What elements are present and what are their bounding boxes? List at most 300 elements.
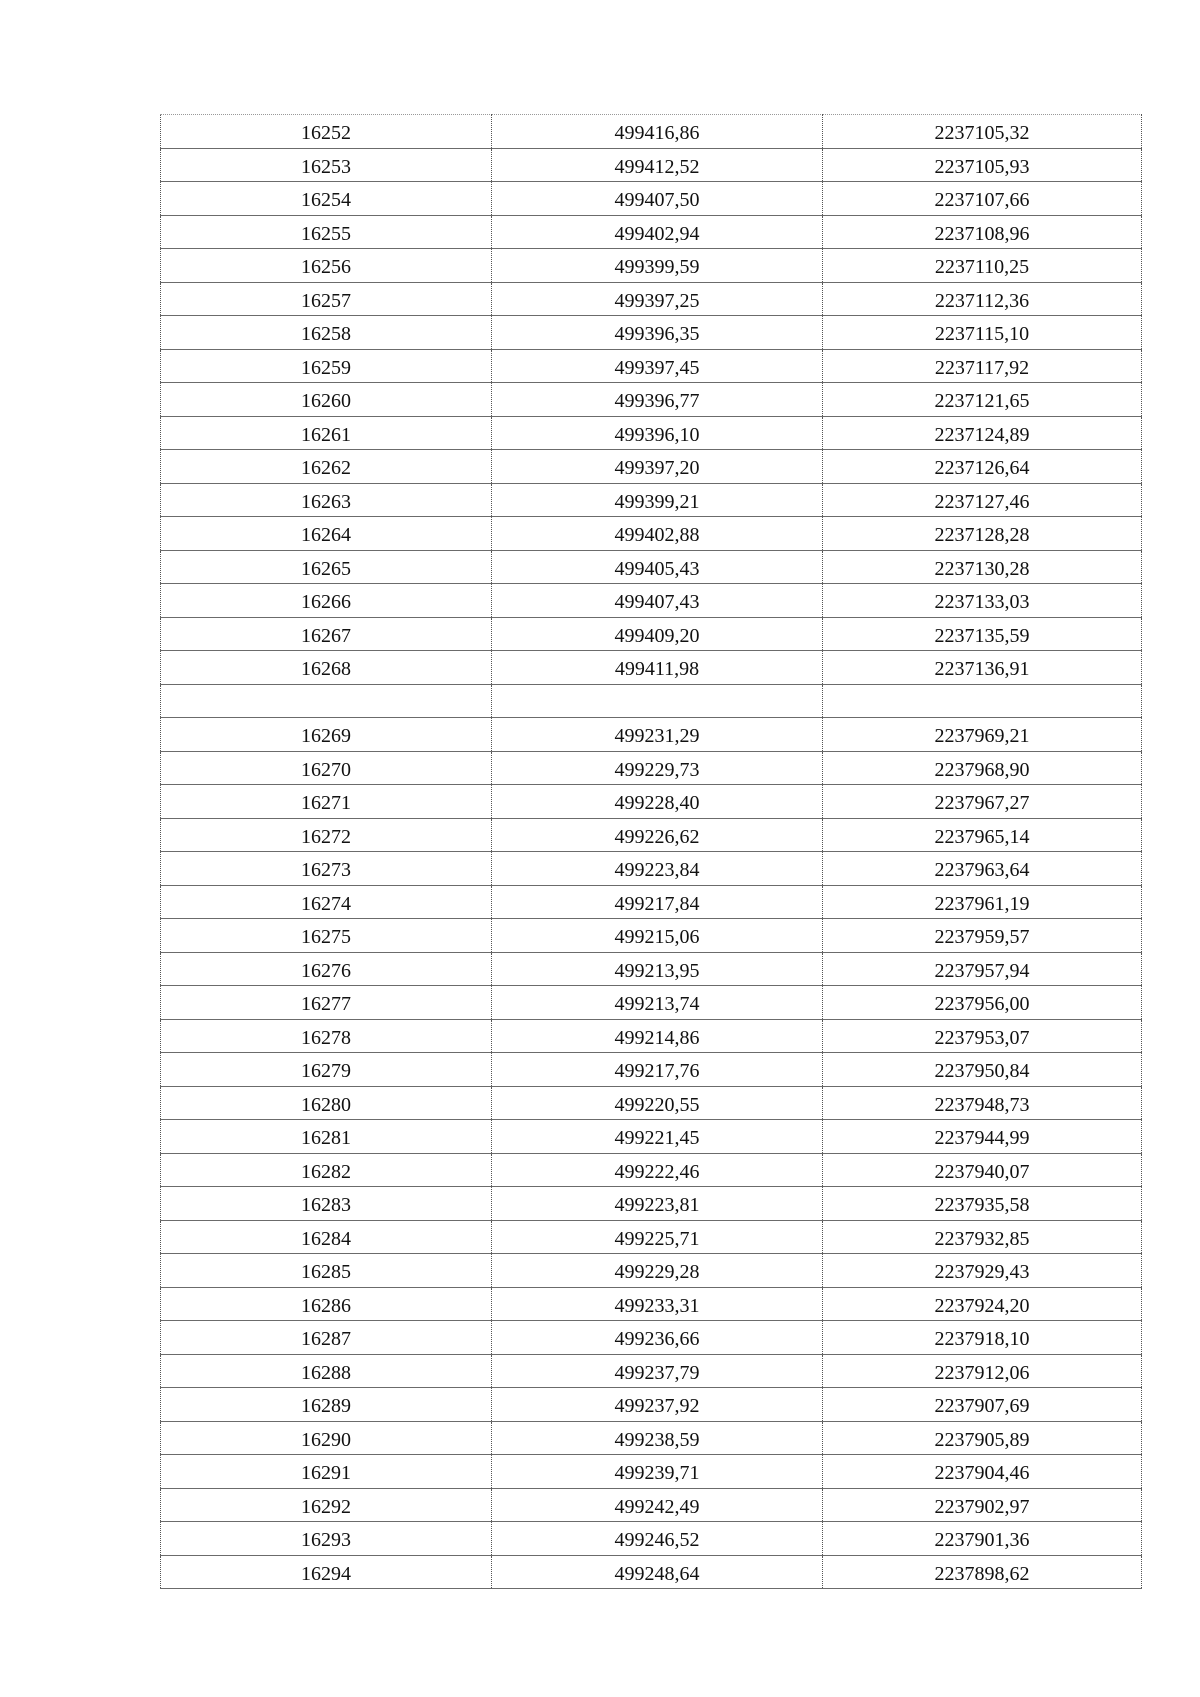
x-coordinate-cell (492, 617, 823, 651)
point-number-cell (161, 1053, 492, 1087)
point-number-cell (161, 550, 492, 584)
y-coordinate-cell (823, 1388, 1142, 1422)
cell-text: 2237905,89 (934, 1428, 1030, 1451)
cell-text: 16286 (301, 1294, 351, 1317)
cell-text: 2237932,85 (934, 1227, 1030, 1250)
table-row (161, 1187, 1142, 1221)
point-number-cell (161, 785, 492, 819)
cell-text: 499236,66 (614, 1328, 700, 1351)
x-coordinate-cell (492, 1354, 823, 1388)
table-row (161, 1522, 1142, 1556)
y-coordinate-cell (823, 215, 1142, 249)
cell-text: 499397,25 (614, 289, 700, 312)
y-coordinate-cell (823, 718, 1142, 752)
cell-text: 499402,88 (614, 524, 700, 547)
y-coordinate-cell (823, 919, 1142, 953)
point-number-cell (161, 182, 492, 216)
cell-text: 16280 (301, 1093, 351, 1116)
cell-text: 2237967,27 (934, 792, 1030, 815)
cell-text: 499213,95 (614, 959, 700, 982)
cell-text: 499223,84 (614, 859, 700, 882)
cell-text: 16281 (301, 1127, 351, 1150)
table-row (161, 1354, 1142, 1388)
cell-text: 16294 (301, 1562, 351, 1585)
cell-text: 2237136,91 (934, 658, 1030, 681)
x-coordinate-cell (492, 1488, 823, 1522)
y-coordinate-cell (823, 1120, 1142, 1154)
coordinates-table-body (161, 115, 1142, 1589)
y-coordinate-cell (823, 785, 1142, 819)
point-number-cell (161, 1321, 492, 1355)
x-coordinate-cell (492, 651, 823, 685)
cell-text: 2237115,10 (934, 323, 1030, 346)
y-coordinate-cell (823, 617, 1142, 651)
cell-text: 499397,45 (614, 356, 700, 379)
cell-text: 499215,06 (614, 926, 700, 949)
table-row (161, 1555, 1142, 1589)
table-row (161, 986, 1142, 1020)
y-coordinate-cell (823, 383, 1142, 417)
table-row (161, 852, 1142, 886)
y-coordinate-cell (823, 986, 1142, 1020)
cell-text: 2237907,69 (934, 1395, 1030, 1418)
point-number-cell (161, 1153, 492, 1187)
cell-text: 499228,40 (614, 792, 700, 815)
x-coordinate-cell (492, 986, 823, 1020)
cell-text: 16270 (301, 758, 351, 781)
point-number-cell (161, 249, 492, 283)
cell-text: 499405,43 (614, 557, 700, 580)
cell-text: 16262 (301, 457, 351, 480)
cell-text: 16256 (301, 256, 351, 279)
cell-text: 16273 (301, 859, 351, 882)
cell-text: 16260 (301, 390, 351, 413)
y-coordinate-cell (823, 1455, 1142, 1489)
cell-text: 2237965,14 (934, 825, 1030, 848)
point-number-cell (161, 852, 492, 886)
cell-text: 16254 (301, 189, 351, 212)
point-number-cell (161, 718, 492, 752)
table-row-separator (161, 684, 1142, 718)
cell-text: 16291 (301, 1462, 351, 1485)
x-coordinate-cell (492, 1321, 823, 1355)
cell-text: 16293 (301, 1529, 351, 1552)
y-coordinate-cell (823, 1053, 1142, 1087)
cell-text: 16282 (301, 1160, 351, 1183)
point-number-cell (161, 148, 492, 182)
cell-text: 2237105,93 (934, 155, 1030, 178)
y-coordinate-cell (823, 1421, 1142, 1455)
table-row (161, 885, 1142, 919)
x-coordinate-cell (492, 1120, 823, 1154)
table-row (161, 416, 1142, 450)
point-number-cell (161, 1488, 492, 1522)
y-coordinate-cell (823, 1321, 1142, 1355)
x-coordinate-cell (492, 1019, 823, 1053)
y-coordinate-cell (823, 148, 1142, 182)
y-coordinate-cell (823, 550, 1142, 584)
y-coordinate-cell (823, 885, 1142, 919)
cell-text: 499407,43 (614, 591, 700, 614)
cell-text: 16274 (301, 892, 351, 915)
point-number-cell (161, 818, 492, 852)
cell-text: 16275 (301, 926, 351, 949)
table-row (161, 316, 1142, 350)
table-row (161, 651, 1142, 685)
cell-text: 16265 (301, 557, 351, 580)
cell-text: 2237127,46 (934, 490, 1030, 513)
y-coordinate-cell (823, 249, 1142, 283)
y-coordinate-cell (823, 751, 1142, 785)
cell-text: 2237918,10 (934, 1328, 1030, 1351)
cell-text: 2237135,59 (934, 624, 1030, 647)
cell-text: 499248,64 (614, 1562, 700, 1585)
y-coordinate-cell (823, 282, 1142, 316)
point-number-cell (161, 517, 492, 551)
table-row (161, 1019, 1142, 1053)
cell-text: 499416,86 (614, 122, 700, 145)
cell-text: 499242,49 (614, 1495, 700, 1518)
cell-text: 499237,79 (614, 1361, 700, 1384)
x-coordinate-cell (492, 1254, 823, 1288)
cell-text: 2237902,97 (934, 1495, 1030, 1518)
cell-text: 16267 (301, 624, 351, 647)
cell-text: 499397,20 (614, 457, 700, 480)
table-row (161, 952, 1142, 986)
point-number-cell (161, 986, 492, 1020)
point-number-cell (161, 885, 492, 919)
table-row (161, 1455, 1142, 1489)
cell-text: 16292 (301, 1495, 351, 1518)
cell-text: 16287 (301, 1328, 351, 1351)
cell-text: 16266 (301, 591, 351, 614)
cell-text: 499214,86 (614, 1026, 700, 1049)
cell-text: 2237969,21 (934, 725, 1030, 748)
point-number-cell (161, 383, 492, 417)
cell-text: 2237924,20 (934, 1294, 1030, 1317)
cell-text: 16257 (301, 289, 351, 312)
point-number-cell (161, 651, 492, 685)
y-coordinate-cell (823, 416, 1142, 450)
cell-text: 2237953,07 (934, 1026, 1030, 1049)
y-coordinate-cell (823, 1187, 1142, 1221)
cell-text: 499220,55 (614, 1093, 700, 1116)
point-number-cell (161, 282, 492, 316)
x-coordinate-cell (492, 148, 823, 182)
x-coordinate-cell (492, 1153, 823, 1187)
x-coordinate-cell (492, 1388, 823, 1422)
x-coordinate-cell (492, 684, 823, 718)
x-coordinate-cell (492, 550, 823, 584)
table-row (161, 1421, 1142, 1455)
cell-text: 16255 (301, 222, 351, 245)
coordinates-table (160, 114, 1142, 1589)
cell-text: 2237121,65 (934, 390, 1030, 413)
cell-text: 499396,35 (614, 323, 700, 346)
point-number-cell (161, 215, 492, 249)
y-coordinate-cell (823, 818, 1142, 852)
cell-text: 16271 (301, 792, 351, 815)
y-coordinate-cell (823, 1220, 1142, 1254)
table-row (161, 282, 1142, 316)
point-number-cell (161, 115, 492, 149)
point-number-cell (161, 584, 492, 618)
y-coordinate-cell (823, 483, 1142, 517)
point-number-cell (161, 1287, 492, 1321)
point-number-cell (161, 1086, 492, 1120)
x-coordinate-cell (492, 751, 823, 785)
cell-text: 499229,28 (614, 1261, 700, 1284)
cell-text: 2237112,36 (934, 289, 1030, 312)
x-coordinate-cell (492, 718, 823, 752)
x-coordinate-cell (492, 1287, 823, 1321)
cell-text: 16252 (301, 122, 351, 145)
y-coordinate-cell (823, 1287, 1142, 1321)
y-coordinate-cell (823, 584, 1142, 618)
table-row (161, 1120, 1142, 1154)
y-coordinate-cell (823, 517, 1142, 551)
x-coordinate-cell (492, 483, 823, 517)
point-number-cell (161, 1120, 492, 1154)
cell-text: 16272 (301, 825, 351, 848)
cell-text: 2237110,25 (934, 256, 1030, 279)
y-coordinate-cell (823, 1019, 1142, 1053)
cell-text: 2237898,62 (934, 1562, 1030, 1585)
cell-text: 499237,92 (614, 1395, 700, 1418)
cell-text: 499246,52 (614, 1529, 700, 1552)
cell-text: 16253 (301, 155, 351, 178)
cell-text: 2237128,28 (934, 524, 1030, 547)
x-coordinate-cell (492, 1220, 823, 1254)
y-coordinate-cell (823, 684, 1142, 718)
y-coordinate-cell (823, 1522, 1142, 1556)
table-row (161, 450, 1142, 484)
cell-text: 2237105,32 (934, 122, 1030, 145)
cell-text: 499217,76 (614, 1060, 700, 1083)
cell-text: 16288 (301, 1361, 351, 1384)
point-number-cell (161, 684, 492, 718)
table-row (161, 1220, 1142, 1254)
cell-text: 499233,31 (614, 1294, 700, 1317)
x-coordinate-cell (492, 1421, 823, 1455)
cell-text: 16259 (301, 356, 351, 379)
point-number-cell (161, 1555, 492, 1589)
cell-text: 2237107,66 (934, 189, 1030, 212)
x-coordinate-cell (492, 1455, 823, 1489)
cell-text: 2237126,64 (934, 457, 1030, 480)
cell-text: 16264 (301, 524, 351, 547)
cell-text: 2237963,64 (934, 859, 1030, 882)
x-coordinate-cell (492, 383, 823, 417)
cell-text: 16258 (301, 323, 351, 346)
cell-text: 16289 (301, 1395, 351, 1418)
table-row (161, 115, 1142, 149)
point-number-cell (161, 349, 492, 383)
table-row (161, 1254, 1142, 1288)
table-row (161, 718, 1142, 752)
point-number-cell (161, 450, 492, 484)
point-number-cell (161, 316, 492, 350)
y-coordinate-cell (823, 349, 1142, 383)
y-coordinate-cell (823, 1254, 1142, 1288)
cell-text: 499217,84 (614, 892, 700, 915)
x-coordinate-cell (492, 282, 823, 316)
x-coordinate-cell (492, 885, 823, 919)
cell-text: 499396,10 (614, 423, 700, 446)
table-row (161, 349, 1142, 383)
cell-text: 2237130,28 (934, 557, 1030, 580)
cell-text: 16284 (301, 1227, 351, 1250)
cell-text: 16283 (301, 1194, 351, 1217)
cell-text: 16261 (301, 423, 351, 446)
table-row (161, 1488, 1142, 1522)
x-coordinate-cell (492, 785, 823, 819)
cell-text: 16290 (301, 1428, 351, 1451)
table-row (161, 785, 1142, 819)
table-row (161, 1388, 1142, 1422)
cell-text: 2237961,19 (934, 892, 1030, 915)
table-row (161, 215, 1142, 249)
x-coordinate-cell (492, 952, 823, 986)
y-coordinate-cell (823, 852, 1142, 886)
cell-text: 499409,20 (614, 624, 700, 647)
x-coordinate-cell (492, 349, 823, 383)
cell-text: 16278 (301, 1026, 351, 1049)
cell-text: 499231,29 (614, 725, 700, 748)
point-number-cell (161, 1220, 492, 1254)
cell-text: 2237124,89 (934, 423, 1030, 446)
table-row (161, 383, 1142, 417)
cell-text: 2237117,92 (934, 356, 1030, 379)
x-coordinate-cell (492, 1555, 823, 1589)
cell-text: 499407,50 (614, 189, 700, 212)
table-row (161, 550, 1142, 584)
cell-text: 499399,59 (614, 256, 700, 279)
table-row (161, 517, 1142, 551)
cell-text: 499213,74 (614, 993, 700, 1016)
cell-text: 16276 (301, 959, 351, 982)
cell-text: 499411,98 (614, 658, 700, 681)
table-row (161, 148, 1142, 182)
point-number-cell (161, 1522, 492, 1556)
table-row (161, 1086, 1142, 1120)
y-coordinate-cell (823, 450, 1142, 484)
table-row (161, 1321, 1142, 1355)
cell-text: 16279 (301, 1060, 351, 1083)
cell-text: 2237956,00 (934, 993, 1030, 1016)
x-coordinate-cell (492, 919, 823, 953)
table-row (161, 751, 1142, 785)
cell-text: 2237950,84 (934, 1060, 1030, 1083)
cell-text: 2237901,36 (934, 1529, 1030, 1552)
table-row (161, 1287, 1142, 1321)
table-row (161, 1053, 1142, 1087)
cell-text: 2237944,99 (934, 1127, 1030, 1150)
cell-text: 499239,71 (614, 1462, 700, 1485)
cell-text: 499399,21 (614, 490, 700, 513)
cell-text: 2237935,58 (934, 1194, 1030, 1217)
cell-text: 2237948,73 (934, 1093, 1030, 1116)
point-number-cell (161, 416, 492, 450)
cell-text: 2237959,57 (934, 926, 1030, 949)
x-coordinate-cell (492, 450, 823, 484)
point-number-cell (161, 1187, 492, 1221)
cell-text: 499412,52 (614, 155, 700, 178)
cell-text: 16268 (301, 658, 351, 681)
y-coordinate-cell (823, 1086, 1142, 1120)
x-coordinate-cell (492, 584, 823, 618)
y-coordinate-cell (823, 1488, 1142, 1522)
cell-text: 2237912,06 (934, 1361, 1030, 1384)
y-coordinate-cell (823, 651, 1142, 685)
x-coordinate-cell (492, 1522, 823, 1556)
point-number-cell (161, 1388, 492, 1422)
table-row (161, 919, 1142, 953)
cell-text: 16285 (301, 1261, 351, 1284)
x-coordinate-cell (492, 215, 823, 249)
x-coordinate-cell (492, 249, 823, 283)
y-coordinate-cell (823, 1555, 1142, 1589)
point-number-cell (161, 751, 492, 785)
table-row (161, 182, 1142, 216)
point-number-cell (161, 952, 492, 986)
cell-text: 2237957,94 (934, 959, 1030, 982)
cell-text: 16277 (301, 993, 351, 1016)
point-number-cell (161, 1254, 492, 1288)
point-number-cell (161, 1421, 492, 1455)
table-row (161, 249, 1142, 283)
x-coordinate-cell (492, 1053, 823, 1087)
x-coordinate-cell (492, 852, 823, 886)
cell-text: 16263 (301, 490, 351, 513)
cell-text: 2237968,90 (934, 758, 1030, 781)
x-coordinate-cell (492, 115, 823, 149)
point-number-cell (161, 919, 492, 953)
point-number-cell (161, 617, 492, 651)
cell-text: 2237929,43 (934, 1261, 1030, 1284)
point-number-cell (161, 1354, 492, 1388)
cell-text: 499223,81 (614, 1194, 700, 1217)
y-coordinate-cell (823, 316, 1142, 350)
table-row (161, 818, 1142, 852)
cell-text: 16269 (301, 725, 351, 748)
table-row (161, 1153, 1142, 1187)
point-number-cell (161, 1019, 492, 1053)
table-row (161, 584, 1142, 618)
y-coordinate-cell (823, 1354, 1142, 1388)
y-coordinate-cell (823, 1153, 1142, 1187)
cell-text: 2237108,96 (934, 222, 1030, 245)
y-coordinate-cell (823, 952, 1142, 986)
cell-text: 499396,77 (614, 390, 700, 413)
point-number-cell (161, 1455, 492, 1489)
point-number-cell (161, 483, 492, 517)
x-coordinate-cell (492, 316, 823, 350)
cell-text: 2237904,46 (934, 1462, 1030, 1485)
table-row (161, 483, 1142, 517)
x-coordinate-cell (492, 818, 823, 852)
x-coordinate-cell (492, 182, 823, 216)
cell-text: 499402,94 (614, 222, 700, 245)
cell-text: 499229,73 (614, 758, 700, 781)
y-coordinate-cell (823, 182, 1142, 216)
cell-text: 499226,62 (614, 825, 700, 848)
cell-text: 499221,45 (614, 1127, 700, 1150)
cell-text: 2237133,03 (934, 591, 1030, 614)
cell-text: 499225,71 (614, 1227, 700, 1250)
x-coordinate-cell (492, 416, 823, 450)
x-coordinate-cell (492, 1086, 823, 1120)
